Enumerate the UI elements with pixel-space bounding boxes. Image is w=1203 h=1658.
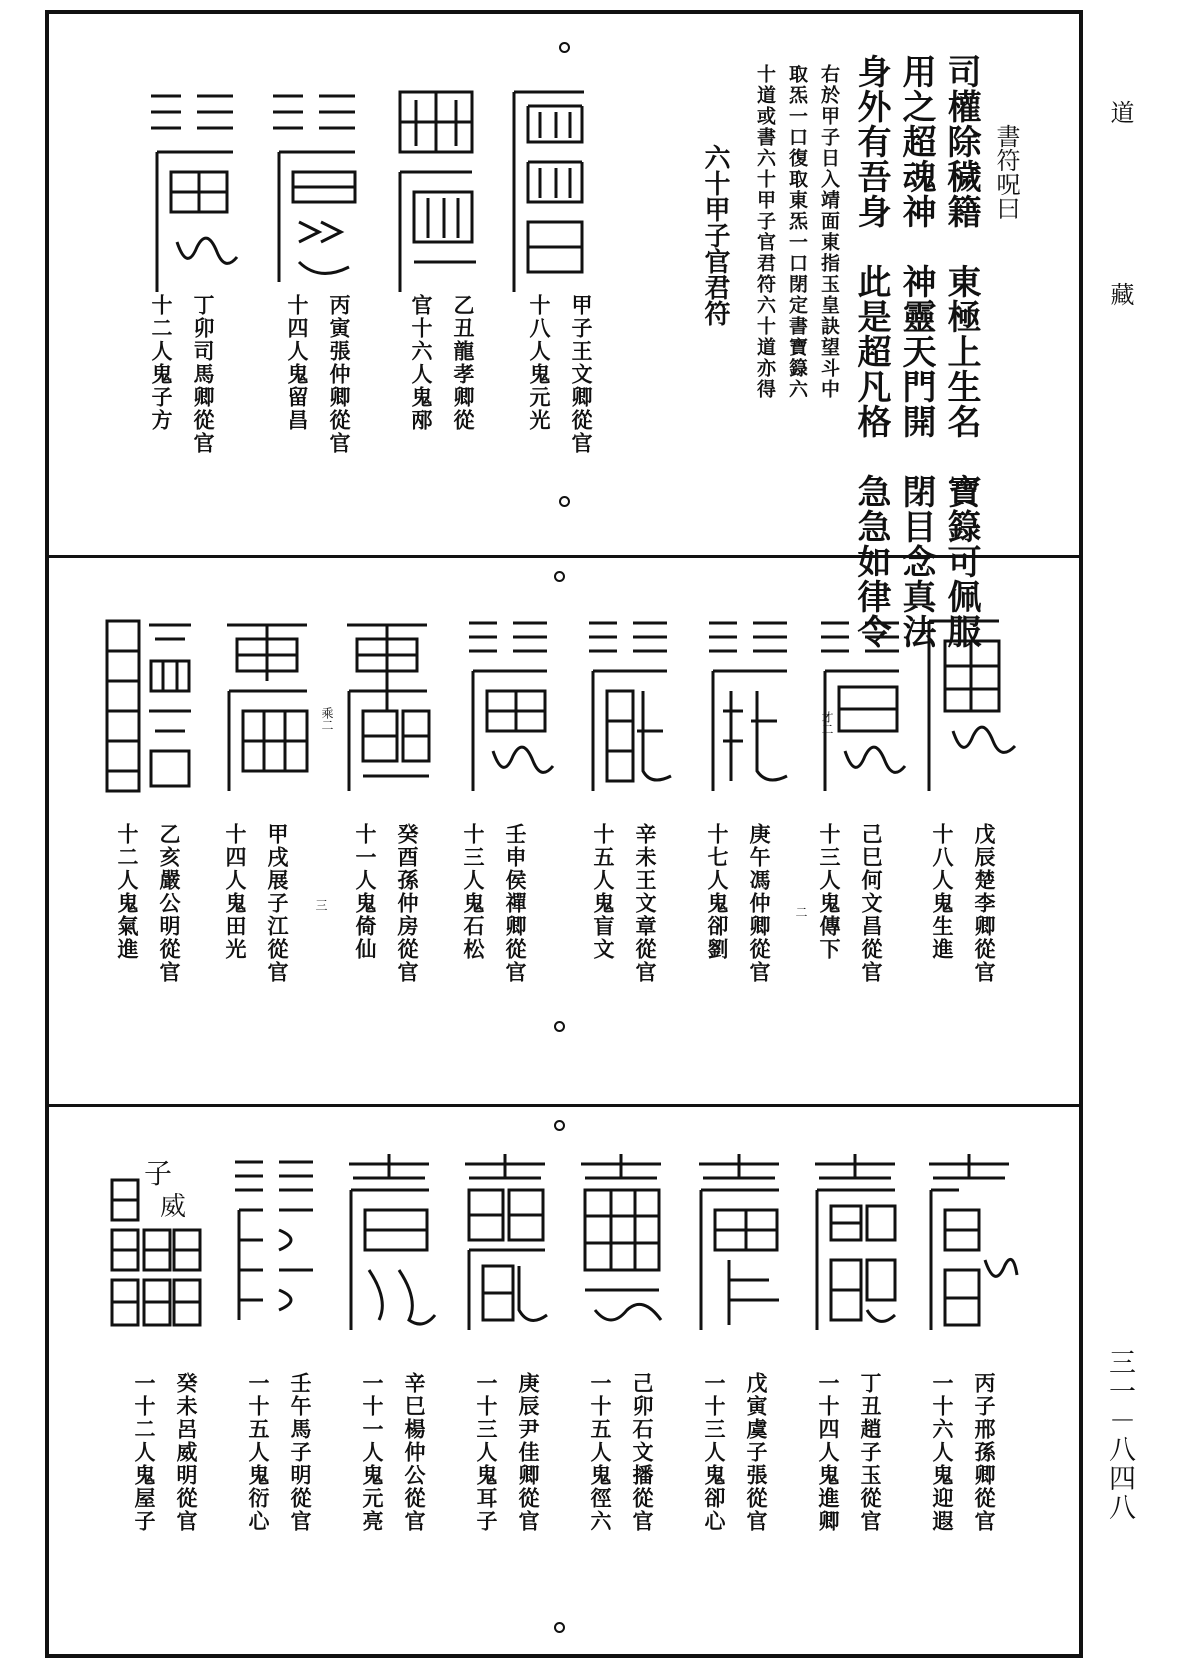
talisman-figure (689, 1150, 789, 1340)
talisman-figure (337, 611, 437, 801)
talisman-figure (504, 82, 592, 302)
entry-line: 一十五人鬼徑六 (588, 1372, 613, 1533)
entry-line: 辛未王文章從官 (633, 823, 658, 984)
entry-line: 十五人鬼盲文 (591, 823, 616, 961)
panel-divider (49, 1104, 1079, 1107)
book-title-dao: 道 (1106, 100, 1134, 124)
talisman-char: 威 (160, 1192, 187, 1222)
entry-line: 十七人鬼卻劉 (705, 823, 730, 961)
talisman-figure (386, 82, 486, 302)
talisman-figure (805, 1150, 905, 1340)
talisman-figure (259, 82, 369, 302)
talisman-note: 乘二 (320, 707, 334, 731)
entry-line: 甲戌展子江從官 (265, 823, 290, 984)
talisman-figure (571, 1150, 671, 1340)
entry-line: 辛巳楊仲公從官 (402, 1372, 427, 1533)
entry-line: 十二人鬼子方 (149, 294, 174, 432)
incantation-line: 身外有吾身 此是超凡格 急急如律令 (851, 54, 891, 649)
instruction-line: 取炁一口復取東炁一口閉定書寶籙六 (786, 64, 808, 400)
entry-line: 甲子王文卿從官 (569, 294, 594, 455)
entry-line: 一十五人鬼衍心 (246, 1372, 271, 1533)
talisman-figure (104, 1150, 204, 1340)
page-frame (45, 10, 1083, 1658)
entry-line: 十四人鬼留昌 (285, 294, 310, 432)
entry-line: 十三人鬼石松 (461, 823, 486, 961)
entry-line: 丙子邢孫卿從官 (972, 1372, 997, 1533)
entry-line: 一十三人鬼耳子 (474, 1372, 499, 1533)
incantation-heading: 書符呪曰 (992, 124, 1020, 220)
entry-line: 乙亥嚴公明從官 (157, 823, 182, 984)
talisman-figure (339, 1150, 439, 1340)
ring-mark (554, 1021, 565, 1032)
entry-line: 十一人鬼倚仙 (353, 823, 378, 961)
instruction-line: 右於甲子日入靖面東指玉皇訣望斗中 (818, 64, 840, 400)
ring-mark (559, 42, 570, 53)
entry-line: 庚午馮仲卿從官 (747, 823, 772, 984)
entry-line: 戊寅虞子張從官 (744, 1372, 769, 1533)
entry-line: 十八人鬼生進 (930, 823, 955, 961)
entry-line: 官十六人鬼邴 (409, 294, 434, 432)
entry-line: 丁丑趙子玉從官 (858, 1372, 883, 1533)
ring-mark (554, 571, 565, 582)
panel-2 (49, 561, 1079, 1104)
talisman-figure (457, 611, 557, 801)
entry-line: 一十六人鬼迎遐 (930, 1372, 955, 1533)
instruction-line: 十道或書六十甲子官君符六十道亦得 (754, 64, 776, 400)
entry-line: 壬申侯禪卿從官 (503, 823, 528, 984)
entry-line: 戊辰楚李卿從官 (972, 823, 997, 984)
panel-divider (49, 555, 1079, 558)
talisman-figure (223, 1150, 323, 1340)
talisman-figure (455, 1150, 555, 1340)
section-title: 六十甲子官君符 (700, 144, 730, 326)
entry-line: 十四人鬼田光 (223, 823, 248, 961)
ring-mark (559, 496, 570, 507)
entry-line: 己巳何文昌從官 (859, 823, 884, 984)
entry-line: 丁卯司馬卿從官 (191, 294, 216, 455)
panel-1 (49, 14, 1079, 649)
entry-line: 十三人鬼傳下 (817, 823, 842, 961)
incantation-line: 司權除穢籍 東極上生名 寶籙可佩服 (941, 54, 981, 649)
talisman-note: 才二 (820, 711, 834, 735)
entry-line: 乙丑龍孝卿從 (451, 294, 476, 432)
talisman-figure (137, 82, 247, 302)
ring-mark (554, 1120, 565, 1131)
book-title-zang: 藏 (1106, 282, 1134, 306)
entry-line: 壬午馬子明從官 (288, 1372, 313, 1533)
talisman-char: 子 (144, 1157, 173, 1190)
entry-line: 一十四人鬼進卿 (816, 1372, 841, 1533)
talisman-figure (577, 611, 677, 801)
page-number: 三一－八四八 (1104, 1348, 1135, 1522)
entry-line: 庚辰尹佳卿從官 (516, 1372, 541, 1533)
entry-line: 丙寅張仲卿從官 (327, 294, 352, 455)
entry-line: 一十一人鬼元亮 (360, 1372, 385, 1533)
talisman-figure (217, 611, 317, 801)
talisman-figure (697, 611, 797, 801)
talisman-figure (919, 611, 1019, 801)
entry-line: 十八人鬼元光 (527, 294, 552, 432)
talisman-figure (809, 611, 909, 801)
panel-3 (49, 1110, 1079, 1658)
talisman-figure (99, 611, 199, 801)
entry-line: 一十二人鬼屋子 (132, 1372, 157, 1533)
incantation-line: 用之超魂神 神靈天門開 閉目念真法 (896, 54, 936, 649)
section-mark: 三 (314, 899, 328, 911)
entry-line: 十二人鬼氣進 (115, 823, 140, 961)
talisman-figure (919, 1150, 1019, 1340)
entry-line: 己卯石文播從官 (630, 1372, 655, 1533)
entry-line: 癸酉孫仲房從官 (395, 823, 420, 984)
entry-line: 癸未呂威明從官 (174, 1372, 199, 1533)
entry-line: 一十三人鬼卻心 (702, 1372, 727, 1533)
ring-mark (554, 1622, 565, 1633)
section-mark: 二 (794, 906, 808, 918)
